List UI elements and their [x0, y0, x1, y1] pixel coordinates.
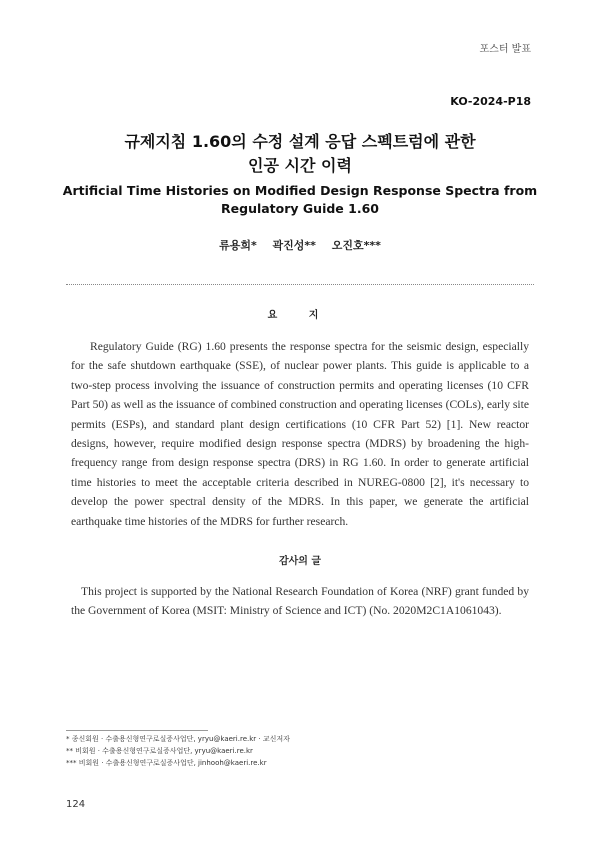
acknowledgement-body: This project is supported by the National Research Foundation of Korea (NRF) grant funded by the Government of Korea (MSIT: Ministry of Science and ICT) (No. 2020M2C1A1061043). [71, 585, 529, 618]
acknowledgement-heading: 감사의 글 [278, 556, 322, 567]
footnote-3: *** 비회원 · 수출용신형연구로실증사업단, jinhooh@kaeri.re.kr [66, 759, 267, 767]
english-title-line-2: Regulatory Guide 1.60 [221, 201, 379, 216]
author-2: 곽진성** [272, 239, 316, 252]
footnote-1: * 종신회원 · 수출용신형연구로실증사업단, yryu@kaeri.re.kr · 교신저자 [66, 735, 290, 743]
abstract-body: Regulatory Guide (RG) 1.60 presents the response spectra for the seismic design, especially for the safe shutdown earthquake (SSE), of nuclear power plants. This guide is applicable to a two-step process involving the issuance of construction permits and operating licenses (10 CFR Part 50) as well as the issuance of combined construction and operating licenses (COLs), early site permits (ESPs), and standard plant design certifications (10 CFR Part 52) [1]. New reactor designs, however, require modified design response spectra (MDRS) by broadening the high-frequency range from design response spectra (DRS) in RG 1.60. In order to generate artificial time histories to meet the acceptable criteria described in NUREG-0800 [2], it's necessary to develop the power spectral density of the MDRS. In this paper, we generate the artificial earthquake time histories of the MDRS for further research. [71, 340, 529, 528]
abstract-heading: 요 지 [267, 310, 333, 321]
author-1: 류용희* [219, 239, 257, 252]
korean-title-line-2: 인공 시간 이력 [248, 156, 352, 175]
author-3: 오진호*** [331, 239, 381, 252]
section-divider [66, 284, 534, 285]
author-list [0, 237, 600, 253]
korean-title-line-1: 규제지침 1.60의 수정 설계 응답 스펙트럼에 관한 [124, 132, 476, 151]
paper-code: KO-2024-P18 [450, 95, 531, 108]
english-title [0, 182, 600, 218]
korean-title [0, 130, 600, 178]
section-tag: 포스터 발표 [479, 44, 531, 55]
english-title-line-1: Artificial Time Histories on Modified Design Response Spectra from [62, 183, 538, 198]
footnote-divider [66, 730, 208, 731]
page-number: 124 [66, 799, 86, 810]
footnote-2: ** 비회원 · 수출용신형연구로실증사업단, yryu@kaeri.re.kr [66, 747, 253, 755]
